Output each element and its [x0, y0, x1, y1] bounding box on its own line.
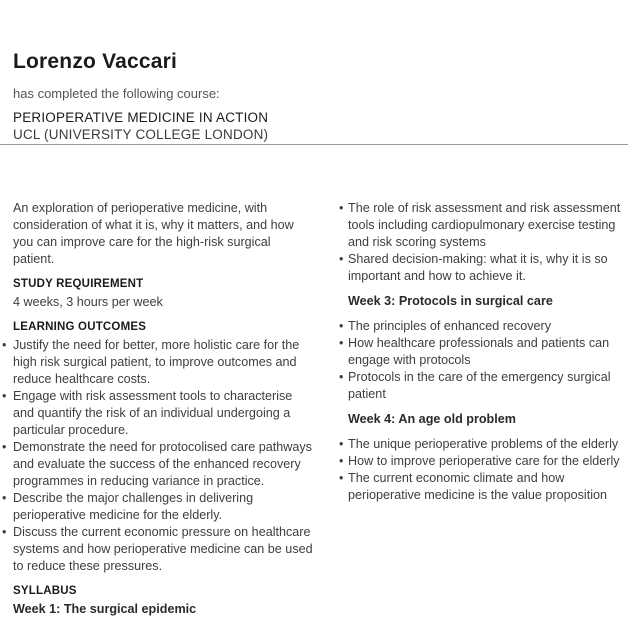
list-item: • Engage with risk assessment tools to characterise and quantify the risk of an individual undergoing a particular procedure.: [2, 389, 293, 437]
course-description: An exploration of perioperative medicine, with consideration of what it is, why it matters, and how you can improve care for the high-risk surgical patient.: [13, 201, 294, 266]
syllabus-heading: SYLLABUS: [13, 585, 77, 597]
bullet-icon: •: [339, 201, 344, 215]
list-item: • The current economic climate and how perioperative medicine is the value proposition: [339, 471, 608, 502]
week-4-title: Week 4: An age old problem: [348, 412, 516, 426]
bullet-icon: •: [339, 370, 344, 384]
bullet-icon: •: [339, 252, 344, 266]
list-item: • Protocols in the care of the emergency surgical patient: [339, 370, 611, 401]
list-item: • The role of risk assessment and risk assessment tools including cardiopulmonary exercise testing and risk scoring systems: [339, 201, 621, 249]
bullet-icon: •: [2, 525, 7, 539]
bullet-icon: •: [339, 319, 344, 333]
study-requirement-heading: STUDY REQUIREMENT: [13, 278, 144, 290]
list-item: • Describe the major challenges in delivering perioperative medicine for the elderly.: [2, 491, 254, 522]
list-item: • Discuss the current economic pressure on healthcare systems and how perioperative medicine can be used to reduce these pressures.: [2, 525, 313, 573]
list-item: • Justify the need for better, more holistic care for the high risk surgical patient, to improve outcomes and reduce healthcare costs.: [2, 338, 300, 386]
left-column: [2, 200, 313, 618]
right-column: [340, 200, 630, 504]
header-divider: [0, 144, 628, 145]
bullet-icon: •: [2, 440, 7, 454]
bullet-icon: •: [2, 338, 7, 352]
list-item: • How to improve perioperative care for the elderly: [339, 454, 620, 468]
course-title: PERIOPERATIVE MEDICINE IN ACTION: [13, 110, 269, 125]
institution-name: UCL (UNIVERSITY COLLEGE LONDON): [13, 127, 269, 142]
week-2-list: [340, 200, 630, 285]
bullet-icon: •: [2, 389, 7, 403]
bullet-icon: •: [339, 454, 344, 468]
learning-outcomes-heading: LEARNING OUTCOMES: [13, 321, 147, 333]
list-item: • The principles of enhanced recovery: [339, 319, 552, 333]
bullet-icon: •: [339, 471, 344, 485]
bullet-icon: •: [339, 437, 344, 451]
recipient-name: Lorenzo Vaccari: [13, 50, 178, 73]
week-1-title: Week 1: The surgical epidemic: [13, 602, 197, 616]
study-requirement-value: 4 weeks, 3 hours per week: [13, 295, 163, 309]
list-item: • The unique perioperative problems of the elderly: [339, 437, 619, 451]
week-3-list: [340, 318, 630, 403]
bullet-icon: •: [2, 491, 7, 505]
completion-statement: has completed the following course:: [13, 86, 220, 101]
bullet-icon: •: [339, 336, 344, 350]
week-4-list: [340, 436, 630, 504]
week-3-title: Week 3: Protocols in surgical care: [348, 294, 553, 308]
list-item: • Demonstrate the need for protocolised care pathways and evaluate the success of the enhanced recovery programmes in reducing variance in practice.: [2, 440, 312, 488]
learning-outcomes-list: [2, 337, 313, 575]
list-item: • Shared decision-making: what it is, why it is so important and how to achieve it.: [339, 252, 608, 283]
list-item: • How healthcare professionals and patients can engage with protocols: [339, 336, 610, 367]
